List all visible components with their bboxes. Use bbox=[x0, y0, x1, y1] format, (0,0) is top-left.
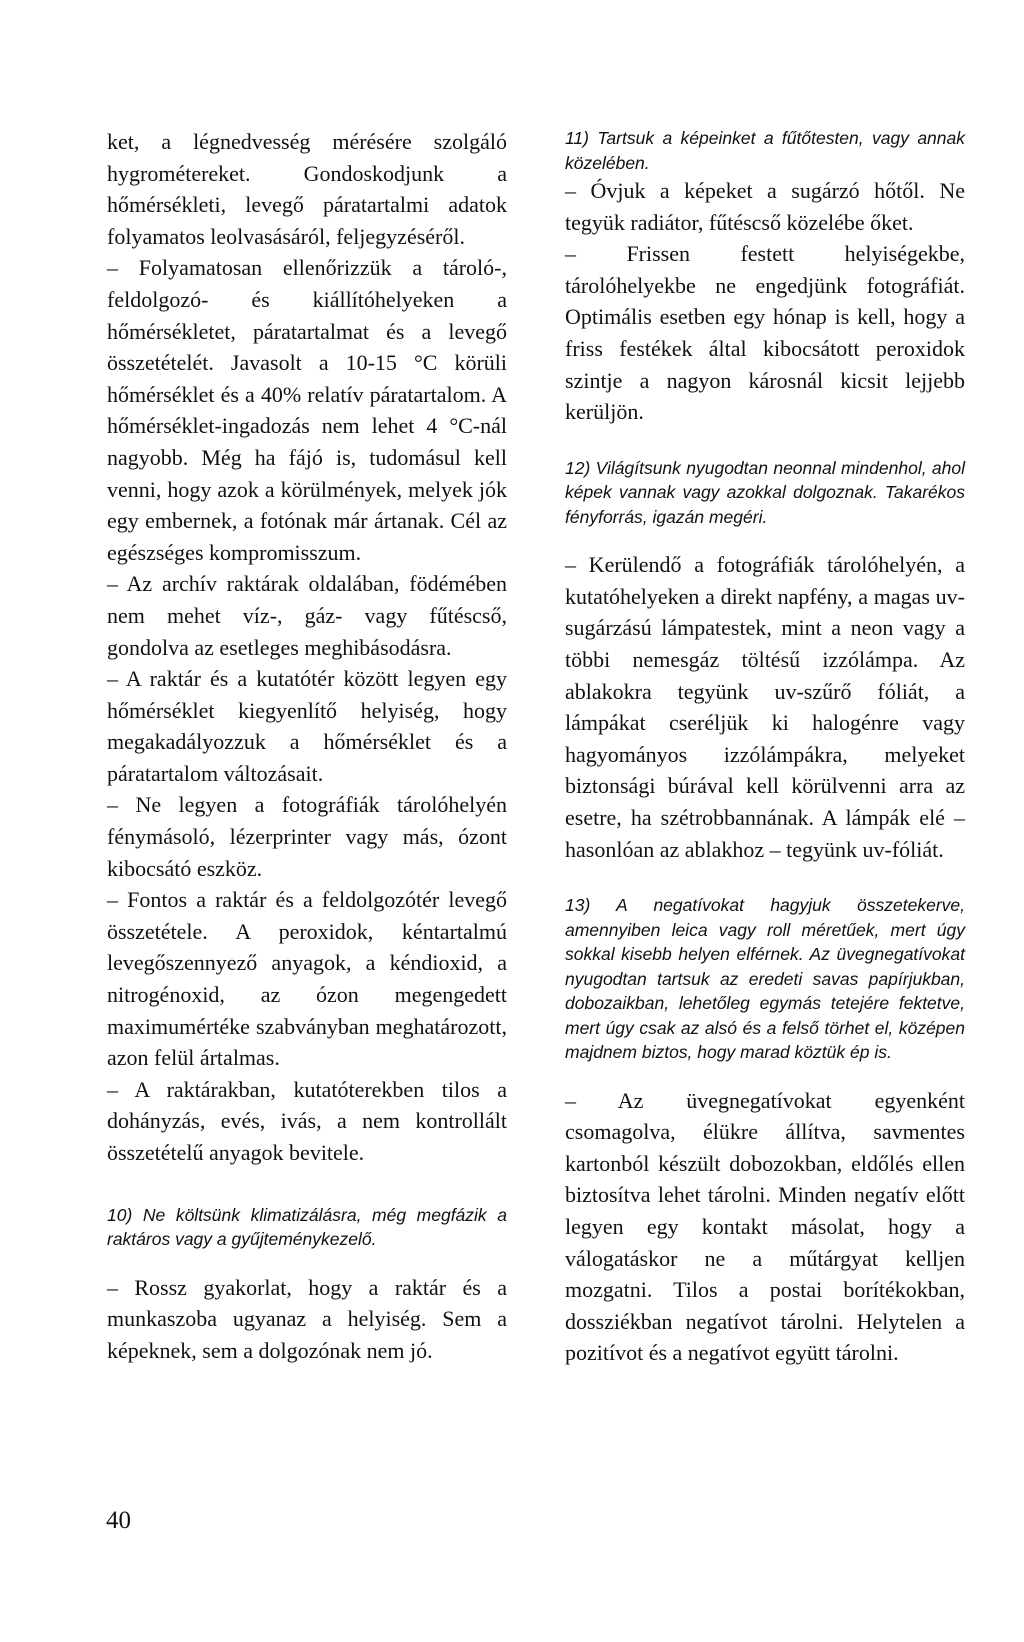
heading-12: 12) Világítsunk nyugodtan neonnal mindenhol, ahol képek vannak vagy azokkal dolgoznak. Takarékos fényforrás, igazán megéri. bbox=[565, 457, 965, 527]
paragraph-glass-negatives: – Az üvegnegatívokat egyenként csomagolva, élükre állítva, savmentes kartonból készült dobozokban, eldőlés ellen biztosítva lehet tárolni. Minden negatív előtt legyen egy kontakt másolat, hogy a válogatáskor ne a műtárgyat kelljen mozgatni. Tilos a postai borítékokban, dossziékban negatívot tárolni. Helytelen a pozitívot és a negatívot együtt tárolni. bbox=[565, 1087, 965, 1366]
page-number: 40 bbox=[106, 1507, 131, 1534]
paragraph-buffer-room: – A raktár és a kutatótér között legyen egy hőmérséklet kiegyenlítő helyiség, hogy megakadályozzuk a hőmérséklet és a páratartalom változásait. bbox=[107, 666, 507, 786]
heading-13: 13) A negatívokat hagyjuk összetekerve, amennyiben leica vagy roll méretűek, mert úgy sokkal kisebb helyen elférnek. Az üvegnegatívokat nyugodtan tartsuk az eredeti savas papírjukban, dobozaikban, lehetőleg egymás tetejére fektetve, mert úgy csak az alsó és a felső törhet el, középen majdnem biztos, hogy marad köztük ép is. bbox=[565, 895, 965, 1063]
paragraph-prohibitions: – A raktárakban, kutatóterekben tilos a dohányzás, evés, ivás, a nem kontrollált összetételű anyagok bevitele. bbox=[107, 1076, 507, 1165]
paragraph-lighting: – Kerülendő a fotográfiák tárolóhelyén, a kutatóhelyeken a direkt napfény, a magas uv-sugárzású lámpatestek, mint a neon vagy a többi nemesgáz töltésű izzólámpa. Az ablakokra tegyünk uv-szűrő fóliát, a lámpákat cseréljük ki halogénre vagy hagyományos izzólámpákra, melyeket biztonsági búrával kell körülvenni arra az esetre, ha szétrobbannának. A lámpák elé – hasonlóan az ablakhoz – tegyünk uv-fóliát. bbox=[565, 552, 965, 862]
paragraph-fresh-paint: – Frissen festett helyiségekbe, tárolóhelyekbe ne engedjünk fotográfiát. Optimális esetben egy hónap is kell, hogy a friss festékek által kibocsátott peroxidok szintje a nagyon károsnál kicsit lejjebb kerüljön. bbox=[565, 241, 965, 425]
paragraph-heat: – Óvjuk a képeket a sugárzó hőtől. Ne tegyük radiátor, fűtéscső közelébe őket. bbox=[565, 178, 965, 235]
heading-11: 11) Tartsuk a képeinket a fűtőtesten, vagy annak közelében. bbox=[565, 128, 965, 173]
paragraph-air-composition: – Fontos a raktár és a feldolgozótér levegő összetétele. A peroxidok, kéntartalmú levegőszennyező anyagok, a kéndioxid, a nitrogénoxid, az ózon megengedett maximumértéke szabványban meghatározott, azon felül ártalmas. bbox=[107, 887, 507, 1071]
right-column bbox=[565, 126, 965, 1369]
heading-10: 10) Ne költsünk klimatizálásra, még megfázik a raktáros vagy a gyűjteménykezelő. bbox=[107, 1204, 507, 1250]
paragraph-ozone-devices: – Ne legyen a fotográfiák tárolóhelyén fénymásoló, lézerprinter vagy más, ózont kibocsátó eszköz. bbox=[107, 792, 507, 881]
paragraph-workroom: – Rossz gyakorlat, hogy a raktár és a munkaszoba ugyanaz a helyiség. Sem a képeknek, sem a dolgozónak nem jó. bbox=[107, 1274, 507, 1363]
paragraph-hygrometers: ket, a légnedvesség mérésére szolgáló hygrométereket. Gondoskodjunk a hőmérsékleti, levegő páratartalmi adatok folyamatos leolvasásáról, feljegyzéséről. bbox=[107, 129, 507, 249]
left-column bbox=[107, 126, 507, 1366]
paragraph-monitoring: – Folyamatosan ellenőrizzük a tároló-, feldolgozó- és kiállítóhelyeken a hőmérsékletet, páratartalmat és a levegő összetételét. Javasolt a 10-15 °C körüli hőmérséklet és a 40% relatív páratartalom. A hőmérséklet-ingadozás nem lehet 4 °C-nál nagyobb. Még ha fájó is, tudomásul kell venni, hogy azok a körülmények, melyek jók egy embernek, a fotónak már ártanak. Cél az egészséges kompromisszum. bbox=[107, 255, 507, 565]
paragraph-pipes: – Az archív raktárak oldalában, födémében nem mehet víz-, gáz- vagy fűtéscső, gondolva az esetleges meghibásodásra. bbox=[107, 571, 507, 660]
